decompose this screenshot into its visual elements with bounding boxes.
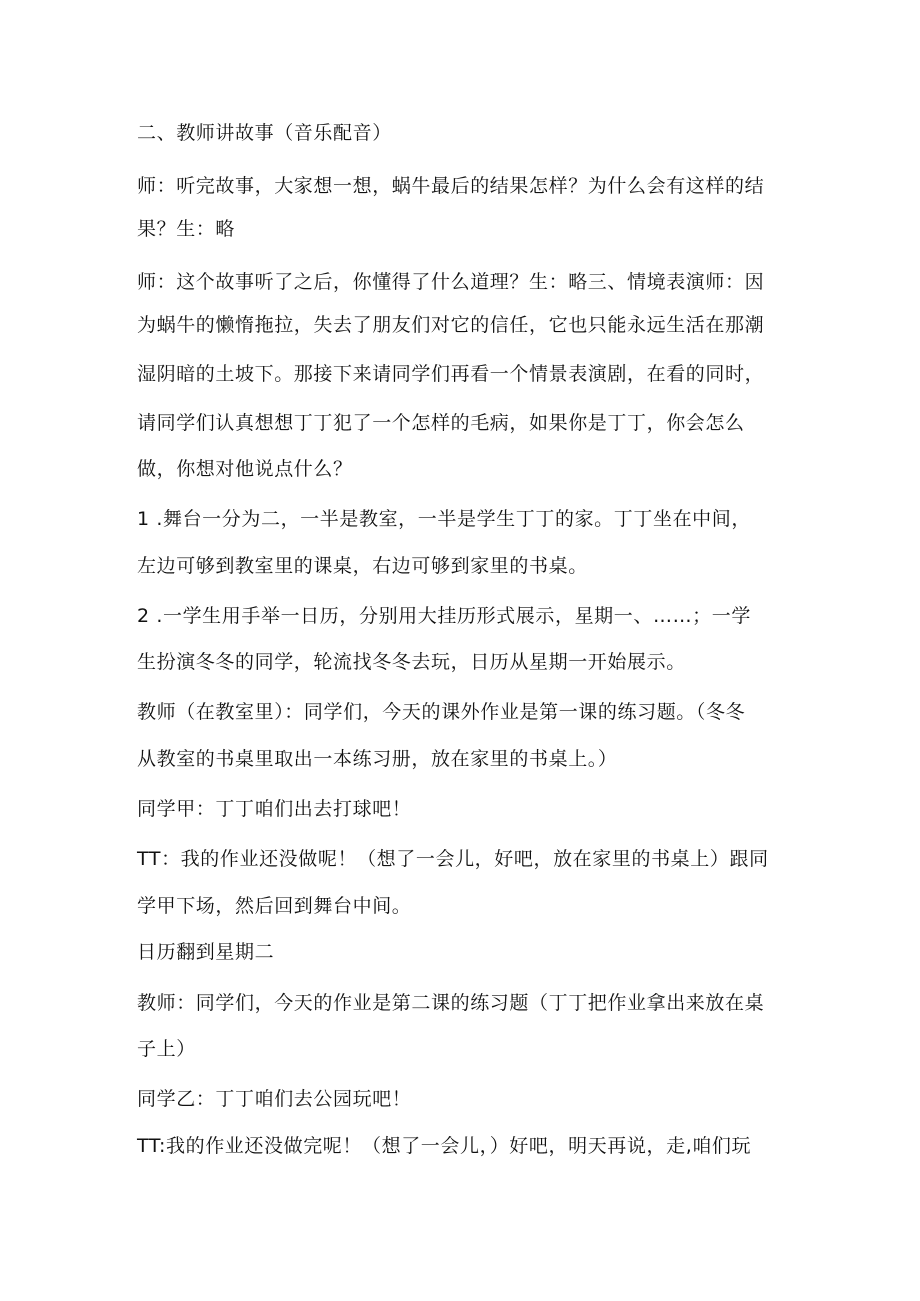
list-item-line: 左边可够到教室里的课桌，右边可够到家里的书桌。 — [137, 555, 588, 577]
dialogue-line: 教师（在教室里）：同学们，今天的课外作业是第一课的练习题。（冬冬 — [137, 701, 746, 723]
list-item-line: 2 .一学生用手举一日历，分别用大挂历形式展示，星期一、……；一学 — [137, 605, 751, 627]
paragraph-line: 做，你想对他说点什么？ — [137, 458, 353, 480]
paragraph-line: 果？生：略 — [137, 218, 236, 240]
dialogue-line: 学甲下场，然后回到舞台中间。 — [137, 895, 412, 917]
list-item-line: 生扮演冬冬的同学，轮流找冬冬去玩，日历从星期一开始展示。 — [137, 651, 686, 673]
dialogue-line: 子上） — [137, 1038, 196, 1060]
dialogue-line: TT:我的作业还没做完呢！（想了一会儿，）好吧，明天再说，走,咱们玩 — [137, 1135, 752, 1157]
dialogue-line: 同学乙：丁丁咱们去公园玩吧！ — [137, 1088, 412, 1110]
paragraph-line: 师：这个故事听了之后，你懂得了什么道理？生：略三、情境表演师：因 — [137, 271, 765, 293]
stage-direction-line: 日历翻到星期二 — [137, 941, 275, 963]
paragraph-line: 师：听完故事，大家想一想，蜗牛最后的结果怎样？为什么会有这样的结 — [137, 175, 765, 197]
list-item-line: 1 .舞台一分为二，一半是教室，一半是学生丁丁的家。丁丁坐在中间， — [137, 508, 751, 530]
dialogue-line: TT：我的作业还没做呢！（想了一会儿，好吧，放在家里的书桌上）跟同 — [137, 848, 769, 870]
dialogue-line: 从教室的书桌里取出一本练习册，放在家里的书桌上。） — [137, 748, 618, 770]
paragraph-line: 请同学们认真想想丁丁犯了一个怎样的毛病，如果你是丁丁，你会怎么 — [137, 412, 745, 434]
paragraph-line: 湿阴暗的土坡下。那接下来请同学们再看一个情景表演剧，在看的同时， — [137, 363, 765, 385]
dialogue-line: 同学甲：丁丁咱们出去打球吧！ — [137, 798, 412, 820]
paragraph-line: 为蜗牛的懒惰拖拉，失去了朋友们对它的信任，它也只能永远生活在那潮 — [137, 314, 765, 336]
dialogue-line: 教师：同学们，今天的作业是第二课的练习题（丁丁把作业拿出来放在桌 — [137, 992, 765, 1014]
section-heading: 二、教师讲故事（音乐配音） — [137, 122, 392, 144]
